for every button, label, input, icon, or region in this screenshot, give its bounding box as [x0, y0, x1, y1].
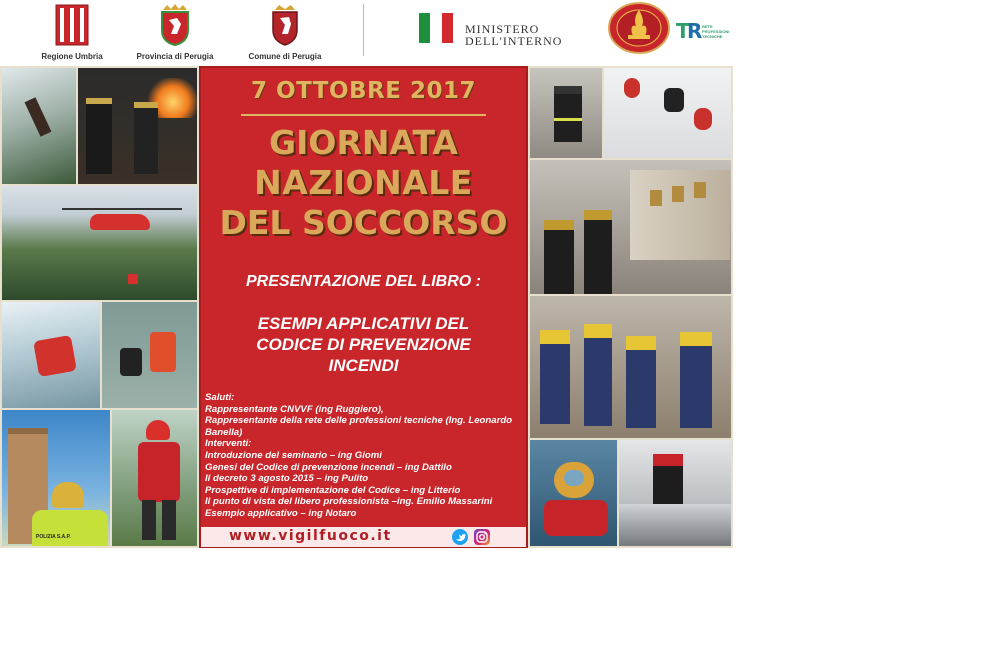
header-divider	[363, 4, 364, 56]
interventi-item: Prospettive di implementazione del Codice – ing Litterio	[205, 484, 461, 496]
title-line-1: GIORNATA	[269, 123, 458, 162]
interventi-item: Esempio applicativo – ing Notaro	[205, 507, 357, 519]
title-line-2: NAZIONALE	[254, 163, 473, 202]
rete-label: RETE PROFESSIONI TECNICHE	[702, 24, 730, 39]
photo-tower-polizia	[0, 408, 112, 548]
svg-text:R: R	[687, 19, 702, 42]
ministero-line1: MINISTERO	[465, 22, 540, 36]
saluti-heading: Saluti:	[205, 392, 235, 403]
photo-rope-rescue	[0, 66, 78, 186]
provincia-perugia-logo[interactable]	[126, 4, 224, 61]
poster-footer	[201, 527, 526, 547]
website-link[interactable]: www.vigilfuoco.it	[229, 528, 392, 544]
saluti-item: Rappresentante CNVVF (ing Ruggiero),	[205, 403, 384, 415]
comune-perugia-logo[interactable]	[240, 4, 330, 61]
interventi-item: Il decreto 3 agosto 2015 – ing Pulito	[205, 473, 369, 485]
event-date: 7 OTTOBRE 2017	[251, 78, 476, 104]
saluti-item: Rappresentante della rete delle professioni tecniche (Ing. Leonardo Banella)	[205, 415, 513, 438]
regione-umbria-label: Regione Umbria	[41, 52, 103, 61]
program	[205, 392, 525, 520]
vigili-del-fuoco-emblem-icon[interactable]	[608, 2, 670, 54]
book-title-line-3: INCENDI	[328, 356, 399, 375]
twitter-icon[interactable]	[452, 529, 468, 545]
svg-text:T: T	[676, 19, 690, 42]
photo-rubble-rescue	[528, 294, 733, 440]
event-poster	[0, 66, 733, 548]
book-title-line-1: ESEMPI APPLICATIVI DEL	[257, 314, 470, 333]
presentation-heading: PRESENTAZIONE DEL LIBRO :	[246, 273, 481, 290]
photo-church-earthquake	[528, 158, 733, 296]
regione-umbria-crest-icon	[55, 4, 89, 46]
photo-river-rescue	[100, 300, 199, 410]
photo-water-rescue	[0, 300, 102, 410]
photo-snow-rescue	[602, 66, 733, 160]
provincia-perugia-crest-icon	[155, 4, 195, 46]
book-title	[199, 313, 528, 376]
interventi-heading: Interventi:	[205, 438, 252, 450]
provincia-perugia-label: Provincia di Perugia	[136, 52, 214, 61]
center-panel	[199, 66, 528, 548]
book-title-line-2: CODICE DI PREVENZIONE	[256, 335, 471, 354]
gold-divider	[241, 114, 486, 116]
logo-bar	[0, 0, 1000, 66]
comune-perugia-crest-icon	[269, 4, 301, 46]
polizia-label: POLIZIA S.A.P.	[36, 534, 71, 540]
instagram-icon[interactable]	[474, 529, 490, 545]
photo-helicopter	[0, 184, 199, 302]
event-title	[199, 123, 528, 243]
italian-flag-icon	[419, 13, 453, 43]
regione-umbria-logo[interactable]	[32, 4, 112, 61]
ministero-line2: DELL'INTERNO	[465, 34, 563, 48]
interventi-item: Introduzione del seminario – ing Giomi	[205, 449, 382, 461]
title-line-3: DEL SOCCORSO	[219, 203, 508, 242]
rpt-monogram-icon	[676, 18, 702, 42]
photo-firefighter-standing	[528, 66, 604, 160]
photo-firefighters-fire	[76, 66, 199, 186]
photo-diver	[528, 438, 619, 548]
interventi-item: Genesi del Codice di prevenzione incendi – ing Dattilo	[205, 461, 452, 473]
interventi-item: Il punto di vista del libero professionista –ing. Emilio Massarini	[205, 496, 493, 508]
photo-car-accident	[617, 438, 733, 548]
comune-perugia-label: Comune di Perugia	[248, 52, 322, 61]
photo-rescuer-red-suit	[110, 408, 199, 548]
